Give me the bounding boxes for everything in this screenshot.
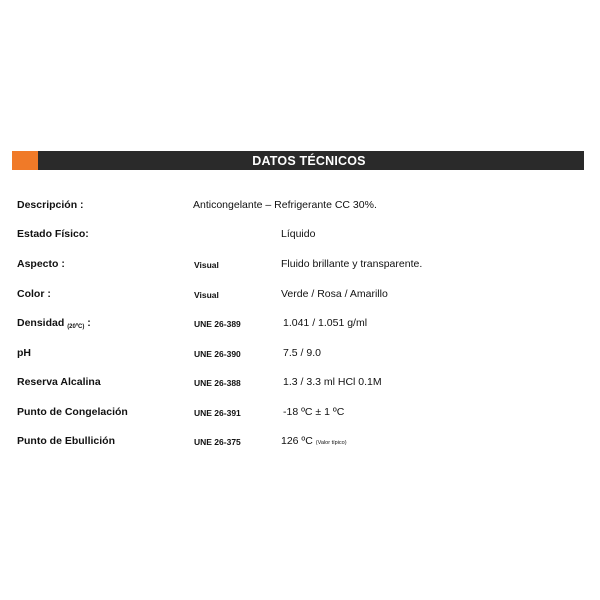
spec-value: Anticongelante – Refrigerante CC 30%. (193, 199, 377, 211)
spec-value: Líquido (281, 228, 316, 240)
spec-label: pH (17, 347, 31, 359)
spec-row-densidad (0, 317, 600, 333)
spec-label (17, 317, 91, 330)
spec-label: Punto de Congelación (17, 406, 128, 418)
spec-method: UNE 26-389 (194, 319, 241, 329)
spec-row-aspecto (0, 258, 600, 274)
spec-label: Aspecto : (17, 258, 65, 270)
spec-method: UNE 26-391 (194, 408, 241, 418)
spec-value: Fluido brillante y transparente. (281, 258, 423, 270)
header-accent-block (12, 151, 38, 170)
section-header (12, 151, 584, 170)
spec-method: UNE 26-375 (194, 437, 241, 447)
spec-label-sub: (20ºC) (67, 324, 85, 330)
spec-value (281, 435, 347, 447)
spec-label: Reserva Alcalina (17, 376, 101, 388)
spec-row-punto-congelacion (0, 406, 600, 422)
spec-method: Visual (194, 260, 219, 270)
spec-label-text: Densidad (17, 317, 65, 329)
spec-label: Punto de Ebullición (17, 435, 115, 447)
spec-method: UNE 26-388 (194, 378, 241, 388)
spec-row-estado-fisico (0, 228, 600, 244)
header-bar (38, 151, 584, 170)
spec-value-note: (Valor típico) (315, 440, 347, 446)
spec-value: -18 ºC ± 1 ºC (283, 406, 345, 418)
spec-value-text: 126 ºC (281, 435, 313, 447)
spec-value: Verde / Rosa / Amarillo (281, 288, 388, 300)
spec-row-punto-ebullicion (0, 435, 600, 451)
spec-row-ph (0, 347, 600, 363)
spec-row-color (0, 288, 600, 304)
spec-row-descripcion (0, 199, 600, 215)
spec-method: UNE 26-390 (194, 349, 241, 359)
spec-value: 1.041 / 1.051 g/ml (283, 317, 368, 329)
section-title: DATOS TÉCNICOS (252, 153, 366, 168)
spec-label: Estado Físico: (17, 228, 89, 240)
spec-label-suffix: : (84, 317, 91, 329)
spec-value: 1.3 / 3.3 ml HCl 0.1M (283, 376, 382, 388)
spec-label: Color : (17, 288, 51, 300)
spec-value: 7.5 / 9.0 (283, 347, 321, 359)
spec-label: Descripción : (17, 199, 84, 211)
spec-method: Visual (194, 290, 219, 300)
spec-row-reserva-alcalina (0, 376, 600, 392)
